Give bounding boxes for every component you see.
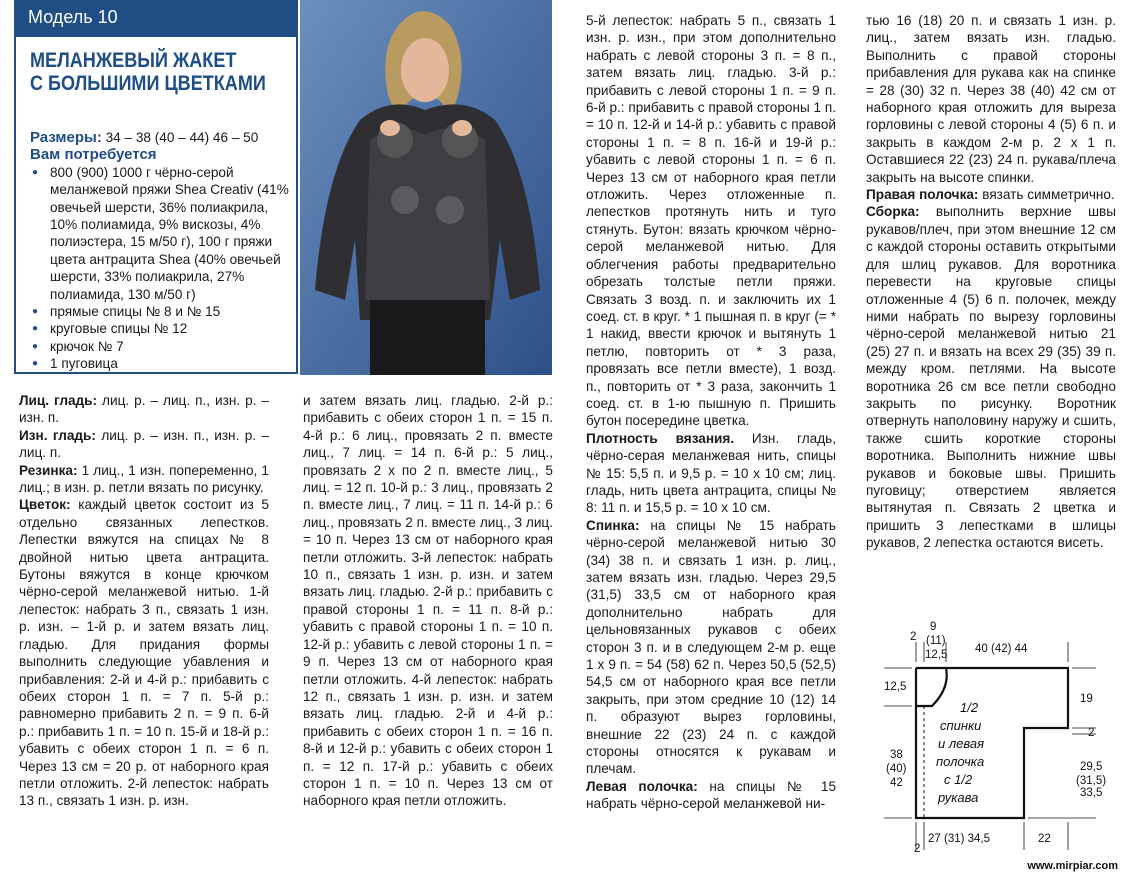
paragraph [866,186,1116,203]
paragraph [866,203,1116,551]
watermark: www.mirpiar.com [1027,860,1118,872]
term-face-stitch: Лиц. гладь: [19,393,98,408]
model-photo-illustration [300,0,552,375]
text-column-3 [586,12,836,813]
model-header [14,0,298,37]
term-flower: Цветок: [19,497,71,513]
paragraph [586,778,836,813]
paragraph [19,392,269,427]
text-column-1 [19,392,269,810]
dim-label: 40 (42) 44 [975,643,1028,655]
sizes-value: 34 – 38 (40 – 44) 46 – 50 [101,130,259,145]
material-item: ● 800 (900) 1000 г чёрно-серой меланжевой пряжи Shea Creativ (41% овечьей шерсти, 36% полиакрила, 10% полиамида, 9% вискозы, 4% полиэстера, 15 м/50 г), 100 г пряжи цвета антрацита Shea (40% овечьей шерсти, 33% полиакрила, 27% полиамида, 130 м/50 г) [30,164,292,303]
page-title [30,49,266,95]
term-text: 1 лиц., 1 изн. попеременно, 1 лиц.; в изн. р. петли вязать по рисунку. [19,462,269,496]
dim-label: (40) [886,763,907,775]
material-item: ● крючок № 7 [30,338,292,355]
term-text: лиц. р. – изн. п., изн. р. – лиц. п. [19,427,270,461]
model-photo [300,0,552,375]
term-left-front: Левая полочка: [586,778,698,794]
dim-label: (31,5) [1076,775,1107,787]
diagram-caption: и левая [938,736,985,751]
title-line-1: МЕЛАНЖЕВЫЙ ЖАКЕТ [30,49,237,72]
dim-label: 22 [1038,833,1051,845]
dim-label: 33,5 [1080,787,1103,799]
paragraph [19,462,269,497]
paragraph: и затем вязать лиц. гладью. 2-й р.: прибавить с обеих сторон 1 п. = 15 п. 4-й р.: 6 лиц., провязать 2 п. вместе лиц., 7 лиц. = 14 п. 6-й р.: 5 лиц., провязать 2 х по 2 п. вместе лиц., 5 лиц. = 12 п. 10-й р.: 3 лиц., провязать 2 п. вместе лиц., 7 лиц. = 11 п. 14-й р.: 6 лиц., провязать 2 п. вместе лиц., 3 лиц. = 10 п. Через 13 см от наборного края петли отложить. 3-й лепесток: набрать 10 п., связать 1 изн. р. изн. и затем вязать лиц. гладью. 2-й р.: прибавить с правой стороны 1 п. = 11 п. 8-й р.: убавить с правой стороны 1 п. = 10 п. 12-й р.: убавить с левой стороны 1 п. = 9 п. Через 13 см от наборного края петли отложить. 4-й лепесток: набрать 12 п., связать 1 изн. р. изн. и затем вязать лиц. гладью. 2-й и 4-й р.: прибавить с обеих сторон 1 п. = 16 п. 8-й и 12-й р.: убавить с обеих сторон 1 п. = 12 п. 17-й р.: убавить с обеих сторон 1 п. = 10 п. Через 13 см от наборного края петли отложить. [303,393,553,809]
dim-label: 12,5 [884,681,907,693]
paragraph [19,496,269,809]
term-text: вязать симметрично. [978,187,1115,203]
dim-label: 19 [1080,693,1093,705]
paragraph [586,517,836,778]
term-text: на спицы № 15 набрать чёрно-серой меланжевой нитью 30 (34) 38 п. и связать 1 изн. р. лиц., затем вязать изн. гладью. Через 29,5 (31,5) 33,5 см от наборного края дополнительно набрать для цельновязанных рукавов с обеих сторон 3 п. и в следующем 2-м р. еще 1 х 9 п. = 54 (58) 62 п. Через 50,5 (52,5) 54,5 см от наборного края все петли закрыть, при этом средние 10 (12) 14 п. образуют вырез горловины, внешние 22 (23) 24 п. с каждой стороны относятся к рукавам и плечам. [586,517,836,777]
term-text: каждый цветок состоит из 5 отдельно связанных лепестков. Лепестки вяжутся на спицах № 8 двойной нитью цвета антрацита. Бутоны вяжутся в конце крючком чёрно-серой меланжевой нитью. 1-й лепесток: набрать 3 п., связать 1 изн. р. изн. – 1-й р. и затем вязать лиц. гладью. Для придания формы выполнить следующие убавления и прибавления: 2-й и 4-й р.: прибавить с обеих сторон 1 п. = 7 п. 5-й р.: равномерно прибавить 2 п. = 9 п. 6-й р.: прибавить 1 п. = 10 п. 15-й и 18-й р.: убавить с обеих сторон 1 п. = 6 п. Через 13 см = 20 р. от наборного края петли отложить. 2-й лепесток: набрать 13 п., связать 1 изн. р. изн. [19,497,269,809]
term-right-front: Правая полочка: [866,187,979,203]
term-assembly: Сборка: [866,204,920,220]
materials-heading: Вам потребуется [30,146,157,164]
dim-label: 2 [1088,727,1095,739]
diagram-caption: с 1/2 [944,772,973,787]
term-gauge: Плотность вязания. [586,430,735,446]
petal-5-text: 5-й лепесток: набрать 5 п., связать 1 изн. р. изн., при этом дополнительно набрать с левой стороны 3 п. = 8 п., затем вязать лиц. гладью. 3-й р.: прибавить с левой стороны 1 п. = 9 п. 6-й р.: прибавить с правой стороны 1 п. = 10 п. 12-й и 14-й р.: убавить с правой стороны 1 п. = 8 п. 16-й и 19-й р.: убавить с левой стороны 1 п. = 6 п. Через 13 см от наборного края петли отложить. Через отложенные п. лепестков протянуть нить и туго стянуть. Бутон: вязать крючком чёрно-серой меланжевой нитью. Для облегчения работы предварительно обрезать толстые петли пряжи. Связать 3 возд. п. и заключить их 1 соед. ст. в круг. * 1 пышная п. в круг (= * 1 накид, ввести крючок и вытянуть 1 петлю, повторить от * 3 раза, провязать все петли вместе), 1 возд. п., повторить от * 3 раза, закончить 1 соед. ст. в 1-ю пышную п. Пришить бутон посередине цветка. [586,13,836,429]
text-column-4 [866,12,1116,552]
term-reverse-stitch: Изн. гладь: [19,427,96,443]
term-text: Изн. гладь, чёрно-серая меланжевая нить, спицы № 15: 5,5 п. и 9,5 р. = 10 х 10 см; лиц. гладь, нить цвета антрацита, спицы № 8: 11 п. и 15,5 р. = 10 х 10 см. [586,430,836,516]
diagram-caption: полочка [936,754,985,769]
dim-label: 9 [930,621,937,633]
model-number: Модель 10 [28,7,118,27]
dim-label: 2 [910,631,917,643]
dim-label: 2 [914,843,921,855]
dim-label: 29,5 [1080,761,1103,773]
paragraph [586,12,836,430]
diagram-caption: рукава [938,790,979,805]
sizes-line [30,129,292,146]
diagram-caption: спинки [940,718,982,733]
term-back: Спинка: [586,517,640,533]
dim-label: (11) [926,635,946,647]
term-text: лиц. р. – лиц. п., изн. р. – изн. п. [19,393,269,426]
diagram-caption: 1/2 [960,700,979,715]
paragraph [586,430,836,517]
pattern-diagram [880,618,1120,858]
term-text: выполнить верхние швы рукавов/плеч, при этом внешние 12 см с каждой стороны оставить открытыми для шлиц рукавов. Для воротника перевести на круговые спицы отложенные 4 (5) 6 п. полочек, между ними набрать по вырезу горловины чёрно-серой меланжевой нитью 21 (25) 27 п. и вязать на всех 29 (35) 39 п. между кром. петлями. На высоте воротника 26 см все петли свободно закрыть по рисунку. Воротник отвернуть наполовину наружу и сшить, также сшить короткие стороны воротника. Выполнить нижние швы рукавов и боковые швы. Пришить пуговицу; отверстием является вытянутая п. Связать 2 цветка и пришить 3 лепестками в шлицы рукавов, 2 лепестка остаются висеть. [866,204,1116,551]
material-item: ● круговые спицы № 12 [30,320,292,337]
dim-label: 12,5 [925,649,948,661]
dim-label: 38 [890,749,903,761]
info-box [14,37,298,374]
sizes-label: Размеры: [30,129,102,146]
title-line-2: С БОЛЬШИМИ ЦВЕТКАМИ [30,72,266,95]
text-column-2 [303,392,553,810]
dim-label: 27 (31) 34,5 [928,833,991,845]
material-item: ● прямые спицы № 8 и № 15 [30,303,292,320]
paragraph [19,427,269,462]
paragraph [866,12,1116,186]
dim-label: 42 [890,777,903,789]
materials-block [30,129,292,373]
term-text: на спицы № 15 набрать чёрно-серой меланжевой ни- [586,778,836,812]
left-front-cont: тью 16 (18) 20 п. и связать 1 изн. р. лиц., затем вязать изн. гладью. Выполнить с правой стороны прибавления для рукава как на спинке = 28 (30) 32 п. Через 38 (40) 42 см от наборного края отложить для выреза горловины с левой стороны 4 (5) 6 п. и закрыть в каждом 2-м р. 2 х 1 п. Оставшиеся 22 (23) 24 п. рукава/плеча закрыть на высоте спинки. [866,13,1116,185]
term-rib: Резинка: [19,462,78,478]
material-item: ● 1 пуговица [30,355,292,372]
